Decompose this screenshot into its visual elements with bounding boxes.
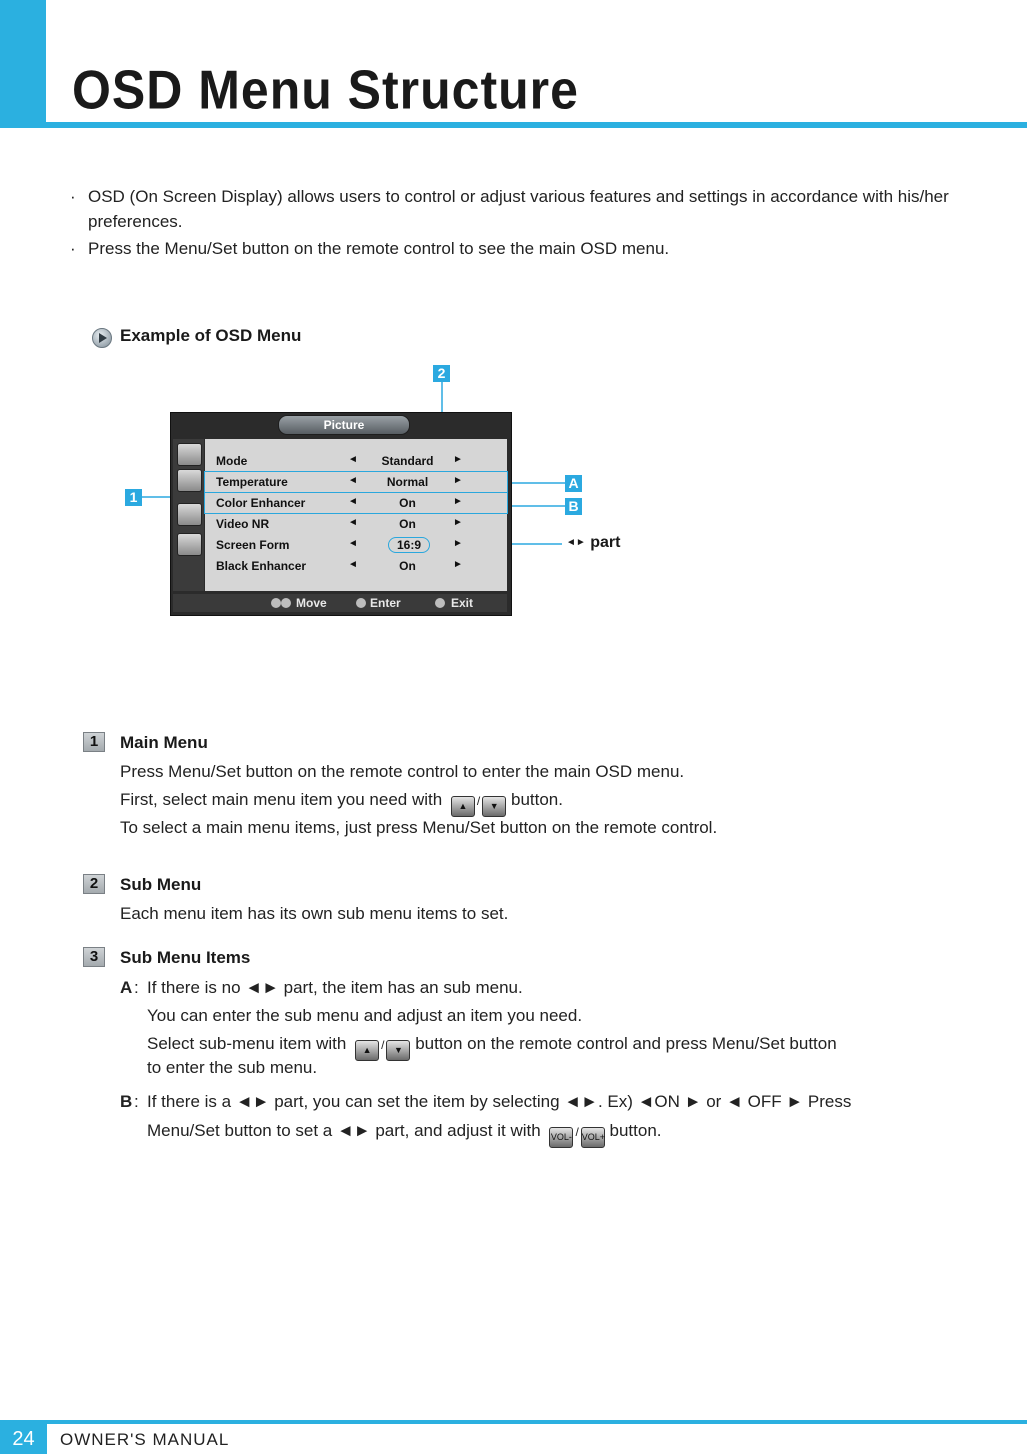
timer-clock-icon: [177, 533, 202, 556]
sound-menu-icon: [177, 469, 202, 492]
section-text: To select a main menu items, just press Menu/Set button on the remote control.: [120, 818, 718, 837]
setup-tools-icon: [177, 503, 202, 526]
section-text: Select sub-menu item with: [147, 1034, 347, 1053]
osd-row: [205, 514, 507, 534]
left-arrow-icon: ◄: [348, 559, 358, 570]
intro-text: Press the Menu/Set button on the remote control to see the main OSD menu.: [88, 239, 670, 258]
up-arrow-key-icon: ▲: [451, 796, 475, 817]
footer-text: OWNER'S MANUAL: [60, 1430, 230, 1449]
section-text: Menu/Set button to set a ◄► part, and adjust it with: [147, 1121, 541, 1140]
intro-text: OSD (On Screen Display) allows users to control or adjust various features and settings in accordance with his/her: [88, 187, 949, 206]
osd-footer-enter: Enter: [370, 596, 401, 610]
right-arrow-icon: ►: [453, 538, 463, 549]
osd-row: [205, 493, 507, 513]
right-arrow-icon: ►: [453, 496, 463, 507]
osd-row-value: Standard: [381, 454, 434, 468]
callout-a: A: [565, 475, 582, 492]
footer-rule: [0, 1420, 1027, 1424]
colon: :: [134, 978, 139, 997]
part-label: [566, 534, 620, 552]
osd-row: [205, 451, 507, 471]
exit-button-icon: [435, 598, 445, 608]
colon: :: [134, 1092, 139, 1111]
left-arrow-icon: ◄: [348, 475, 358, 486]
left-arrow-icon: ◄: [348, 517, 358, 528]
section-text-with-keys: Menu/Set button to set a ◄► part, and adjust it with VOL- / VOL+ button.: [147, 1121, 662, 1148]
callout-1: 1: [125, 489, 142, 506]
section-text: You can enter the sub menu and adjust an item you need.: [147, 1006, 583, 1025]
page-number: 24: [0, 1424, 47, 1454]
osd-row-value: On: [399, 496, 416, 510]
section-text: button on the remote control and press Menu/Set button: [415, 1034, 837, 1053]
osd-footer: [173, 594, 507, 612]
section-text: If there is a ◄► part, you can set the item by selecting ◄►. Ex) ◄ON ► or ◄ OFF ► Press: [147, 1092, 852, 1111]
osd-row-value: On: [399, 559, 416, 573]
osd-sub-menu: [205, 439, 507, 591]
intro-text: preferences.: [88, 212, 183, 231]
example-title: Example of OSD Menu: [120, 326, 302, 345]
bullet-dot: ·: [70, 239, 76, 258]
right-arrow-icon: ►: [453, 517, 463, 528]
section-text: Each menu item has its own sub menu items to set.: [120, 904, 509, 923]
section-number-3: 3: [83, 947, 105, 967]
section-text: If there is no ◄► part, the item has an sub menu.: [147, 978, 523, 997]
section-title-sub-menu: Sub Menu: [120, 875, 202, 894]
section-number-2: 2: [83, 874, 105, 894]
volume-up-key-icon: VOL+: [581, 1127, 605, 1148]
right-arrow-icon: ►: [453, 475, 463, 486]
section-text-with-keys: First, select main menu item you need with ▲ / ▼ button.: [120, 790, 563, 817]
section-text-with-keys: Select sub-menu item with ▲ / ▼ button on the remote control and press Menu/Set button: [147, 1034, 837, 1061]
osd-row-label: Mode: [216, 454, 248, 468]
left-arrow-icon: ◄: [348, 454, 358, 465]
enter-button-icon: [356, 598, 366, 608]
section-number-1: 1: [83, 732, 105, 752]
section-text: Press Menu/Set button on the remote control to enter the main OSD menu.: [120, 762, 685, 781]
osd-row-label: Screen Form: [216, 538, 290, 552]
section-text: to enter the sub menu.: [147, 1058, 318, 1077]
down-arrow-key-icon: ▼: [482, 796, 506, 817]
osd-tab-picture: Picture: [278, 415, 410, 435]
callout-lines: [0, 0, 1027, 700]
left-arrow-icon: ◄: [348, 496, 358, 507]
move-button-icon: [271, 598, 281, 608]
item-label-b: B: [120, 1092, 133, 1111]
item-label-a: A: [120, 978, 133, 997]
osd-main-menu: [173, 439, 204, 591]
osd-footer-move: Move: [296, 596, 327, 610]
section-text: button.: [609, 1121, 662, 1140]
section-text: button.: [511, 790, 563, 809]
osd-footer-exit: Exit: [451, 596, 474, 610]
up-arrow-key-icon: ▲: [355, 1040, 379, 1061]
bullet-dot: ·: [70, 187, 76, 206]
callout-b: B: [565, 498, 582, 515]
section-title-sub-menu-items: Sub Menu Items: [120, 948, 251, 967]
left-arrow-icon: ◄: [348, 538, 358, 549]
osd-row-value: Normal: [386, 475, 429, 489]
section-title-main-menu: Main Menu: [120, 733, 208, 752]
picture-menu-icon: [177, 443, 202, 466]
move-button-icon: [281, 598, 291, 608]
osd-menu: [170, 412, 512, 616]
volume-down-key-icon: VOL-: [549, 1127, 573, 1148]
osd-row: [205, 472, 507, 492]
right-arrow-icon: ►: [453, 454, 463, 465]
left-right-arrow-icon: ◄►: [566, 537, 586, 548]
osd-row-value: 16:9: [388, 537, 430, 553]
osd-row-label: Video NR: [216, 517, 270, 531]
osd-row-label: Temperature: [216, 475, 288, 489]
page-title: OSD Menu Structure: [72, 59, 579, 121]
osd-row-value: On: [399, 517, 416, 531]
osd-row: [205, 556, 507, 576]
osd-row: [205, 535, 507, 555]
right-arrow-icon: ►: [453, 559, 463, 570]
part-label-text: part: [590, 534, 621, 551]
callout-2: 2: [433, 365, 450, 382]
down-arrow-key-icon: ▼: [386, 1040, 410, 1061]
section-text: First, select main menu item you need with: [120, 790, 443, 809]
osd-row-label: Color Enhancer: [216, 496, 306, 510]
osd-row-label: Black Enhancer: [216, 559, 307, 573]
